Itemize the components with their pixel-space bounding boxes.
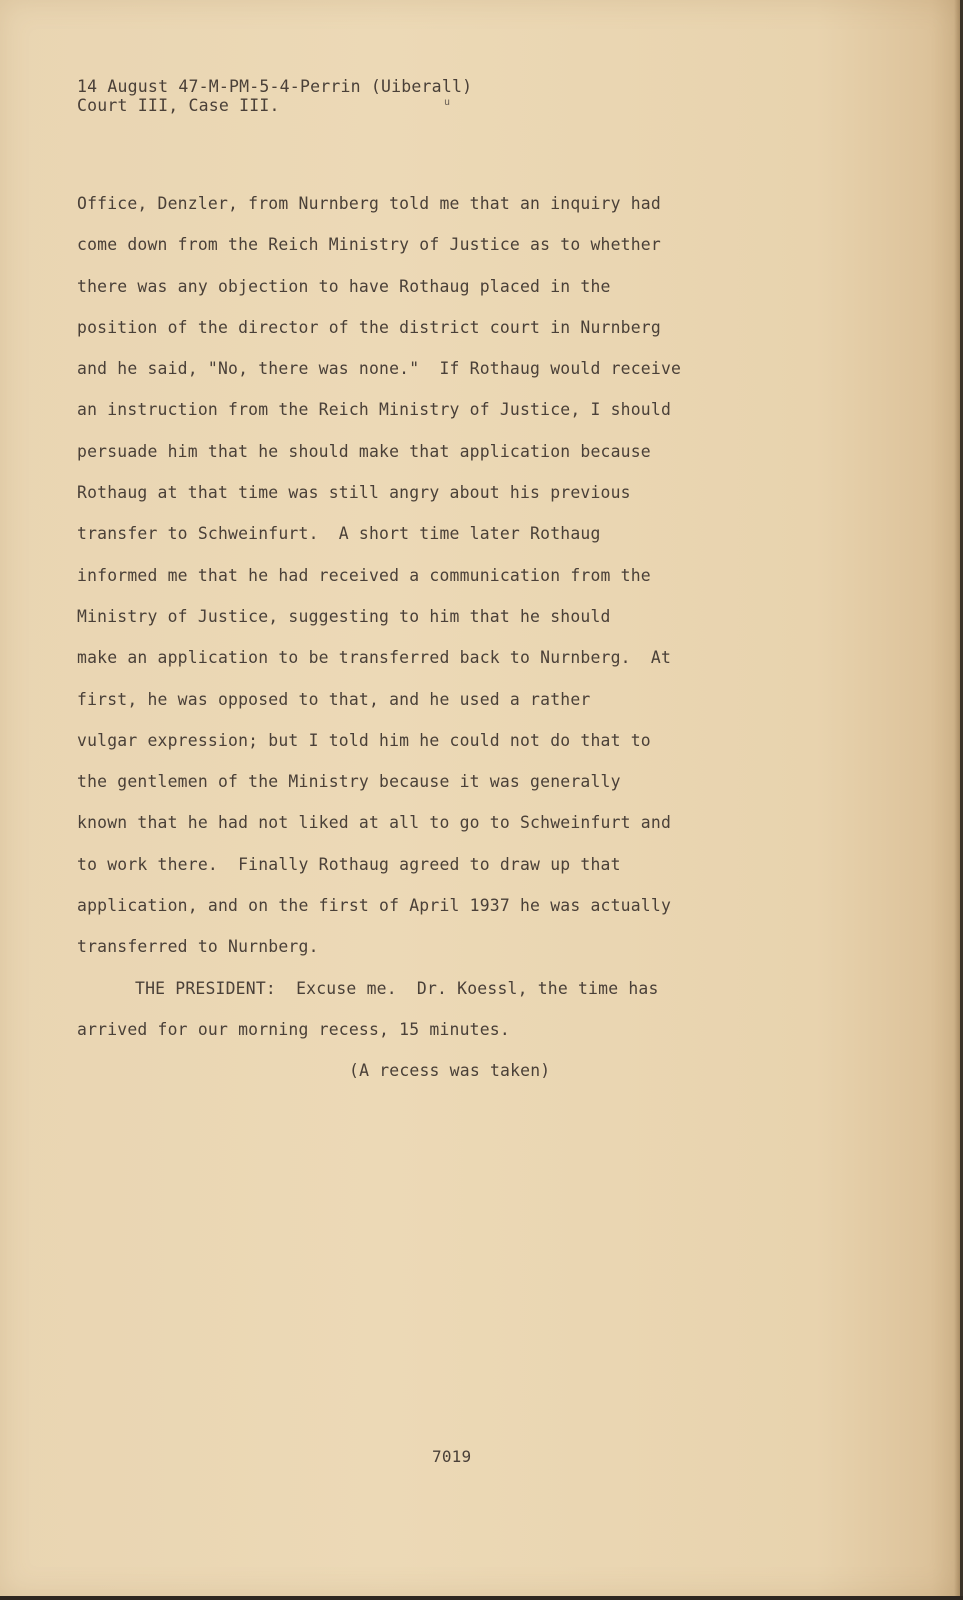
- body-line: first, he was opposed to that, and he used a rather: [77, 689, 591, 709]
- body-line: to work there. Finally Rothaug agreed to draw up that: [77, 854, 621, 874]
- body-line: Office, Denzler, from Nurnberg told me that an inquiry had: [77, 194, 661, 213]
- body-line: make an application to be transferred back to Nurnberg. At: [77, 648, 672, 668]
- body-line: vulgar expression; but I told him he could not do that to: [77, 730, 651, 750]
- header-line-2: Court III, Case III.: [77, 96, 280, 115]
- page-number: 7019: [432, 1447, 472, 1466]
- body-line: there was any objection to have Rothaug placed in the: [77, 276, 611, 296]
- president-statement-line-2: arrived for our morning recess, 15 minutes.: [77, 1019, 510, 1039]
- header-line-1: 14 August 47-M-PM-5-4-Perrin (Uiberall): [77, 77, 473, 96]
- transcript-body: [77, 183, 837, 1092]
- body-line: the gentlemen of the Ministry because it was generally: [77, 772, 621, 792]
- body-line: an instruction from the Reich Ministry of Justice, I should: [77, 400, 672, 420]
- body-line: application, and on the first of April 1937 he was actually: [77, 896, 672, 916]
- recess-note: (A recess was taken): [349, 1061, 551, 1081]
- body-line: position of the director of the district court in Nurnberg: [77, 317, 661, 337]
- president-statement-line-1: THE PRESIDENT: Excuse me. Dr. Koessl, the time has: [135, 978, 659, 998]
- scan-bottom-edge: [0, 1596, 963, 1600]
- body-line: Rothaug at that time was still angry about his previous: [77, 483, 631, 503]
- header-annotation-mark: u: [444, 97, 451, 108]
- body-line: informed me that he had received a communication from the: [77, 565, 651, 585]
- body-line: Ministry of Justice, suggesting to him that he should: [77, 606, 611, 626]
- body-line: come down from the Reich Ministry of Justice as to whether: [77, 235, 661, 255]
- body-line: transfer to Schweinfurt. A short time later Rothaug: [77, 524, 601, 544]
- body-line: and he said, "No, there was none." If Rothaug would receive: [77, 359, 682, 379]
- body-line: known that he had not liked at all to go to Schweinfurt and: [77, 813, 672, 833]
- body-line: transferred to Nurnberg.: [77, 937, 319, 957]
- body-line: persuade him that he should make that application because: [77, 441, 651, 461]
- document-header: [77, 77, 472, 115]
